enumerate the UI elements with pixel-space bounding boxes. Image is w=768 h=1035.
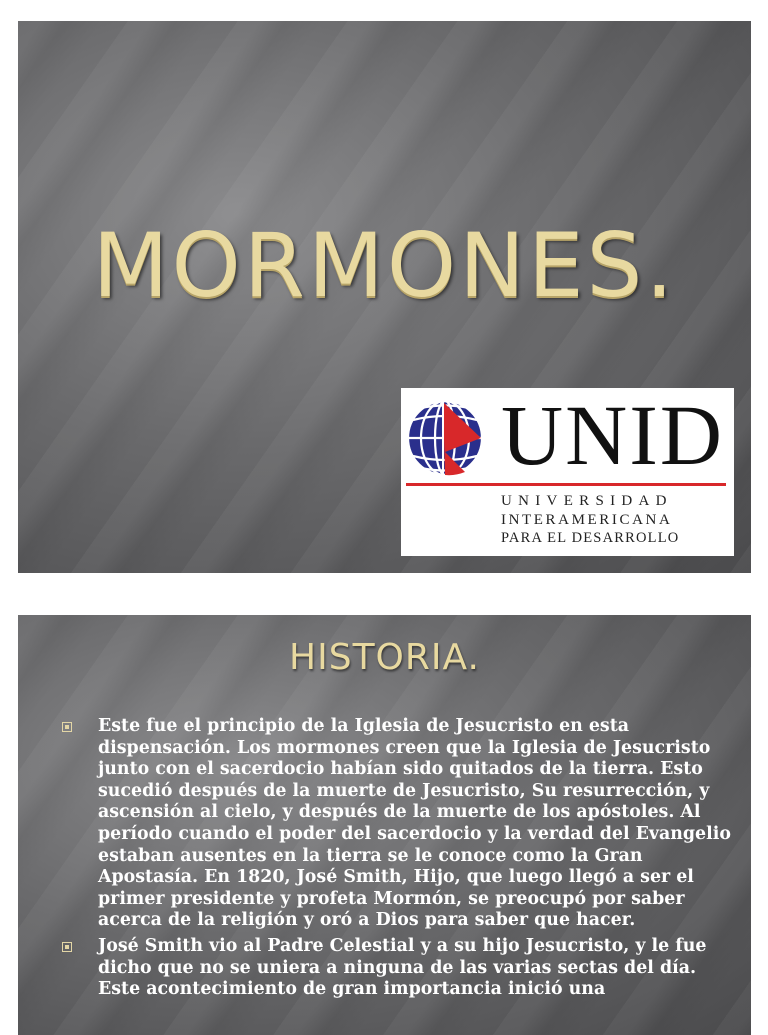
list-item [62,936,734,1001]
list-item [62,716,734,932]
slide-title [18,21,751,573]
logo-line-3: PARA EL DESARROLLO [501,530,680,546]
logo-divider [406,483,726,486]
globe-icon [405,398,485,478]
bullet-text: Este fue el principio de la Iglesia de Jesucristo en esta dispensación. Los mormones creen que la Iglesia de Jesucristo junto con el sacerdocio habían sido quitados de la tierra. Esto sucedió después de la muerte de Jesucristo, Su resurrección, y ascensión al cielo, y después de la muerte de los apóstoles. Al período cuando el poder del sacerdocio y la verdad del Evangelio estaban ausentes en la tierra se le conoce como la Gran Apostasía. En 1820, José Smith, Hijo, que luego llegó a ser el primer presidente y profeta Mormón, se preocupó por saber acerca de la religión y oró a Dios para saber que hacer. [98,716,731,931]
logo-wordmark: UNID [501,387,724,483]
bullet-list [62,716,734,1005]
bullet-text: José Smith vio al Padre Celestial y a su hijo Jesucristo, y le fue dicho que no se uniera a ninguna de las varias sectas del día. Este acontecimiento de gran importancia inició una [98,935,707,1000]
slide-historia [18,615,751,1035]
unid-logo [401,388,734,556]
square-bullet-icon [62,722,72,732]
logo-line-1: UNIVERSIDAD [501,493,673,509]
slide-title-heading: MORMONES. [92,214,677,317]
square-bullet-icon [62,942,72,952]
logo-line-2: INTERAMERICANA [501,512,673,528]
slide-historia-heading: HISTORIA. [289,637,480,678]
